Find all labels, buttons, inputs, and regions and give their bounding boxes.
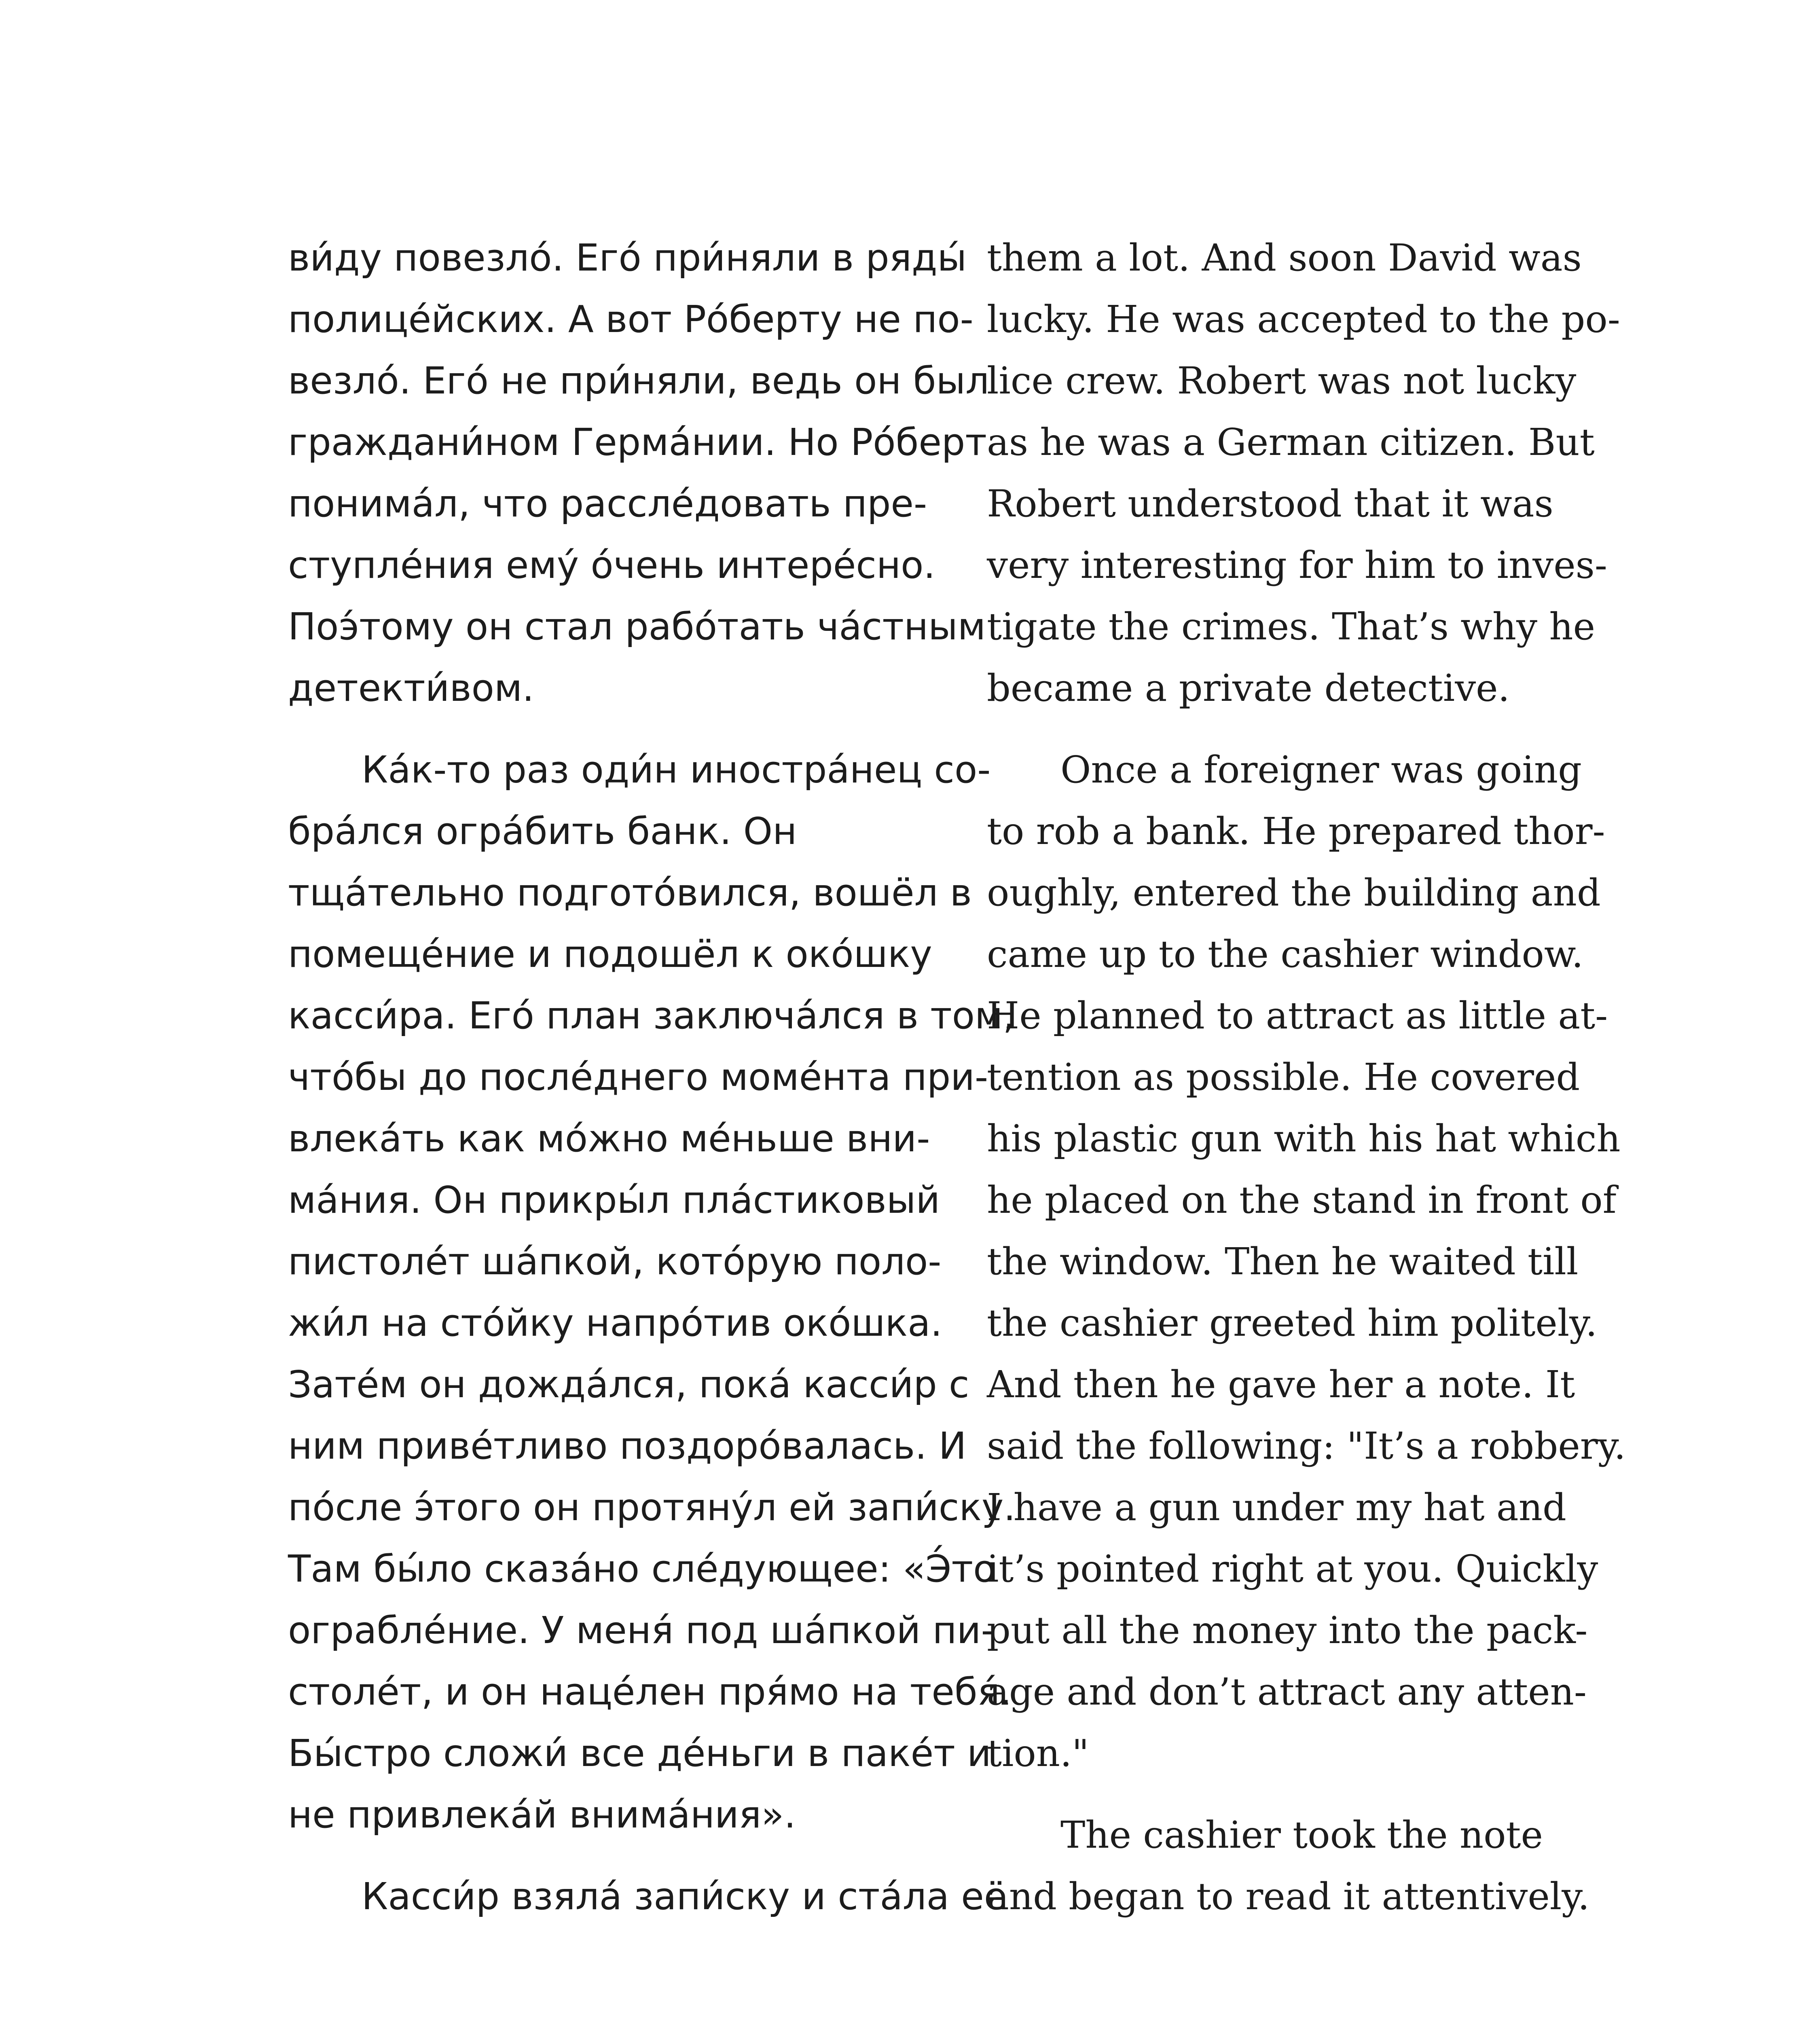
text-line: tention as possible. He covered xyxy=(987,1055,1580,1099)
text-line: oughly, entered the building and xyxy=(987,871,1601,914)
text-line: граждани́ном Герма́нии. Но Ро́берт xyxy=(288,421,987,464)
text-line: везло́. Его́ не при́няли, ведь он был xyxy=(288,359,989,402)
text-line: Ка́к-то раз оди́н иностра́нец со- xyxy=(362,748,991,791)
text-line: бра́лся огра́бить банк. Он xyxy=(288,810,797,853)
text-line: He planned to attract as little at- xyxy=(987,994,1608,1037)
text-line: the window. Then he waited till xyxy=(987,1240,1579,1283)
text-line: put all the money into the pack- xyxy=(987,1609,1588,1652)
text-line: the cashier greeted him politely. xyxy=(987,1301,1598,1345)
text-line: tigate the crimes. That’s why he xyxy=(987,605,1596,648)
text-line: что́бы до после́днего моме́нта при- xyxy=(288,1055,988,1099)
russian-text-column xyxy=(288,227,1016,1948)
text-line: lucky. He was accepted to the po- xyxy=(987,298,1620,341)
english-paragraph-1 xyxy=(987,227,1620,719)
text-line: he placed on the stand in front of xyxy=(987,1178,1617,1222)
text-line: and began to read it attentively. xyxy=(987,1875,1590,1918)
text-line: to rob a bank. He prepared thor- xyxy=(987,810,1605,853)
text-line: ограбле́ние. У меня́ под ша́пкой пи- xyxy=(288,1609,995,1652)
text-line: it’s pointed right at you. Quickly xyxy=(987,1547,1598,1591)
text-line: I have a gun under my hat and xyxy=(987,1486,1566,1529)
english-text-column xyxy=(987,227,1626,1948)
text-line: ним приве́тливо поздоро́валась. И xyxy=(288,1424,967,1468)
russian-paragraph-2 xyxy=(288,739,1016,1846)
text-line: влека́ть как мо́жно ме́ньше вни- xyxy=(288,1117,930,1160)
text-line: не привлека́й внима́ния». xyxy=(288,1793,796,1836)
text-line: Robert understood that it was xyxy=(987,482,1553,525)
text-line: полице́йских. А вот Ро́берту не по- xyxy=(288,298,973,341)
text-line: Бы́стро сложи́ все де́ньги в паке́т и xyxy=(288,1732,991,1775)
text-line: Once a foreigner was going xyxy=(1060,748,1582,791)
text-line: ступле́ния ему́ о́чень интере́сно. xyxy=(288,544,935,587)
text-line: столе́т, и он наце́лен пря́мо на тебя́. xyxy=(288,1670,1012,1713)
text-line: his plastic gun with his hat which xyxy=(987,1117,1621,1160)
text-line: тща́тельно подгото́вился, вошёл в xyxy=(288,871,972,914)
text-line: пистоле́т ша́пкой, кото́рую поло- xyxy=(288,1240,942,1283)
text-line: And then he gave her a note. It xyxy=(987,1363,1575,1406)
text-line: as he was a German citizen. But xyxy=(987,421,1595,464)
text-line: жи́л на сто́йку напро́тив око́шка. xyxy=(288,1301,942,1345)
text-line: по́сле э́того он протяну́л ей запи́ску. xyxy=(288,1486,1016,1529)
text-line: Поэ́тому он стал рабо́тать ча́стным xyxy=(288,605,986,648)
text-line: became a private detective. xyxy=(987,666,1510,710)
russian-paragraph-3 xyxy=(288,1866,1007,1927)
text-line: касси́ра. Его́ план заключа́лся в том, xyxy=(288,994,1015,1037)
text-line: ма́ния. Он прикры́л пла́стиковый xyxy=(288,1178,940,1222)
russian-paragraph-1 xyxy=(288,227,989,719)
text-line: tion." xyxy=(987,1732,1089,1775)
text-line: The cashier took the note xyxy=(1060,1813,1543,1857)
text-line: said the following: "It’s a robbery. xyxy=(987,1424,1626,1468)
text-line: them a lot. And soon David was xyxy=(987,236,1582,279)
text-line: Зате́м он дожда́лся, пока́ касси́р с xyxy=(288,1363,969,1406)
text-line: помеще́ние и подошёл к око́шку xyxy=(288,933,932,976)
text-line: age and don’t attract any atten- xyxy=(987,1670,1587,1713)
text-line: ви́ду повезло́. Его́ при́няли в ряды́ xyxy=(288,236,967,279)
text-line: lice crew. Robert was not lucky xyxy=(987,359,1577,402)
english-paragraph-3 xyxy=(987,1804,1594,1927)
text-line: детекти́вом. xyxy=(288,666,534,710)
english-paragraph-2 xyxy=(987,739,1626,1784)
text-line: Там бы́ло сказа́но сле́дующее: «Э́то xyxy=(288,1547,996,1591)
text-line: Касси́р взяла́ запи́ску и ста́ла её xyxy=(362,1875,1007,1918)
text-line: came up to the cashier window. xyxy=(987,933,1583,976)
text-line: very interesting for him to inves- xyxy=(987,544,1607,587)
text-line: понима́л, что рассле́довать пре- xyxy=(288,482,927,525)
